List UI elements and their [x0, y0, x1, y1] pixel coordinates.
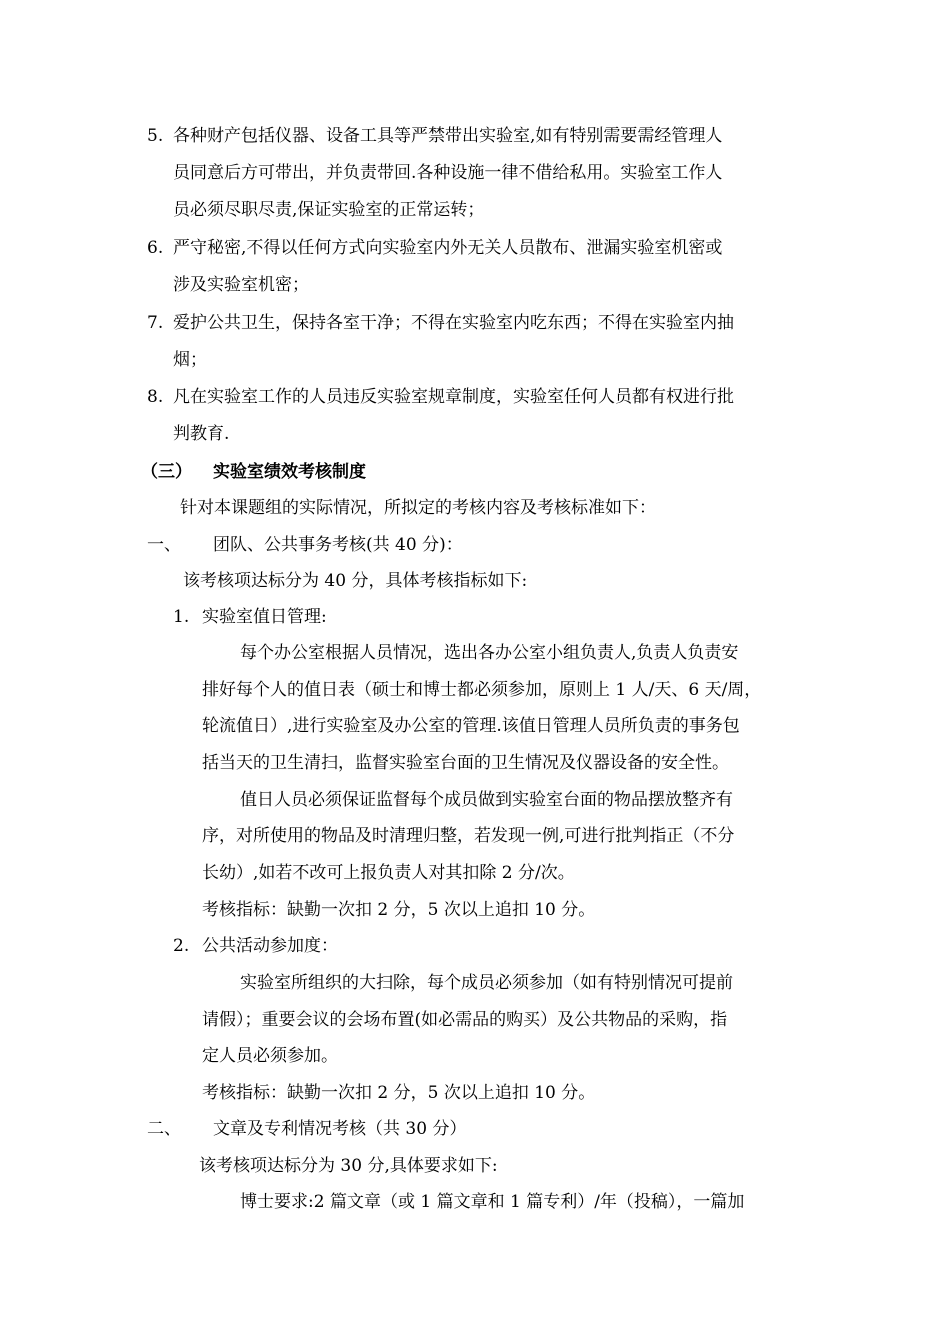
list-item-number: 8. [147, 387, 164, 407]
section-number: （三） [141, 462, 192, 482]
paragraph-line: 排好每个人的值日表（硕士和博士都必须参加，原则上 1 人/天、6 天/周， [202, 680, 762, 700]
paragraph-line: 每个办公室根据人员情况，选出各办公室小组负责人,负责人负责安 [240, 643, 739, 663]
list-item-line: 各种财产包括仪器、设备工具等严禁带出实验室,如有特别需要需经管理人 [173, 126, 723, 146]
list-item-number: 7. [147, 313, 164, 333]
part-number: 二、 [147, 1119, 181, 1139]
paragraph-line: 实验室所组织的大扫除，每个成员必须参加（如有特别情况可提前 [240, 973, 733, 993]
part-title: 团队、公共事务考核(共 40 分)： [213, 535, 463, 555]
list-item-line: 烟； [173, 350, 207, 370]
intro-paragraph: 针对本课题组的实际情况，所拟定的考核内容及考核标准如下： [180, 498, 656, 518]
paragraph-line: 请假）；重要会议的会场布置(如必需品的购买）及公共物品的采购，指 [202, 1010, 728, 1030]
list-item-line: 员必须尽职尽责,保证实验室的正常运转； [173, 200, 485, 220]
part-description: 该考核项达标分为 40 分，具体考核指标如下: [183, 571, 528, 591]
sub-item-number: 2. [173, 936, 190, 956]
list-item-number: 5. [147, 126, 164, 146]
paragraph-line: 括当天的卫生清扫，监督实验室台面的卫生情况及仪器设备的安全性。 [202, 753, 729, 773]
sub-item-number: 1. [173, 607, 190, 627]
part-title: 文章及专利情况考核（共 30 分） [213, 1119, 467, 1139]
paragraph-line: 轮流值日）,进行实验室及办公室的管理.该值日管理人员所负责的事务包 [202, 716, 740, 736]
sub-item-title: 实验室值日管理: [202, 607, 327, 627]
paragraph-line: 博士要求:2 篇文章（或 1 篇文章和 1 篇专利）/年（投稿），一篇加 [240, 1192, 745, 1212]
metric-line: 考核指标：缺勤一次扣 2 分，5 次以上追扣 10 分。 [202, 1083, 596, 1103]
list-item-line: 严守秘密,不得以任何方式向实验室内外无关人员散布、泄漏实验室机密或 [173, 238, 723, 258]
list-item-line: 凡在实验室工作的人员违反实验室规章制度，实验室任何人员都有权进行批 [173, 387, 734, 407]
list-item-line: 涉及实验室机密； [173, 275, 309, 295]
sub-item-title: 公共活动参加度： [202, 936, 338, 956]
paragraph-line: 序，对所使用的物品及时清理归整，若发现一例,可进行批判指正（不分 [202, 826, 735, 846]
paragraph-line: 长幼）,如若不改可上报负责人对其扣除 2 分/次。 [202, 863, 575, 883]
list-item-line: 判教育. [173, 424, 230, 444]
paragraph-line: 值日人员必须保证监督每个成员做到实验室台面的物品摆放整齐有 [240, 790, 733, 810]
part-description: 该考核项达标分为 30 分,具体要求如下: [199, 1156, 498, 1176]
list-item-number: 6. [147, 238, 164, 258]
list-item-line: 员同意后方可带出，并负责带回.各种设施一律不借给私用。实验室工作人 [173, 163, 723, 183]
paragraph-line: 定人员必须参加。 [202, 1046, 338, 1066]
list-item-line: 爱护公共卫生，保持各室干净；不得在实验室内吃东西；不得在实验室内抽 [173, 313, 734, 333]
metric-line: 考核指标：缺勤一次扣 2 分，5 次以上追扣 10 分。 [202, 900, 596, 920]
part-number: 一、 [147, 535, 181, 555]
section-heading: 实验室绩效考核制度 [213, 462, 366, 482]
